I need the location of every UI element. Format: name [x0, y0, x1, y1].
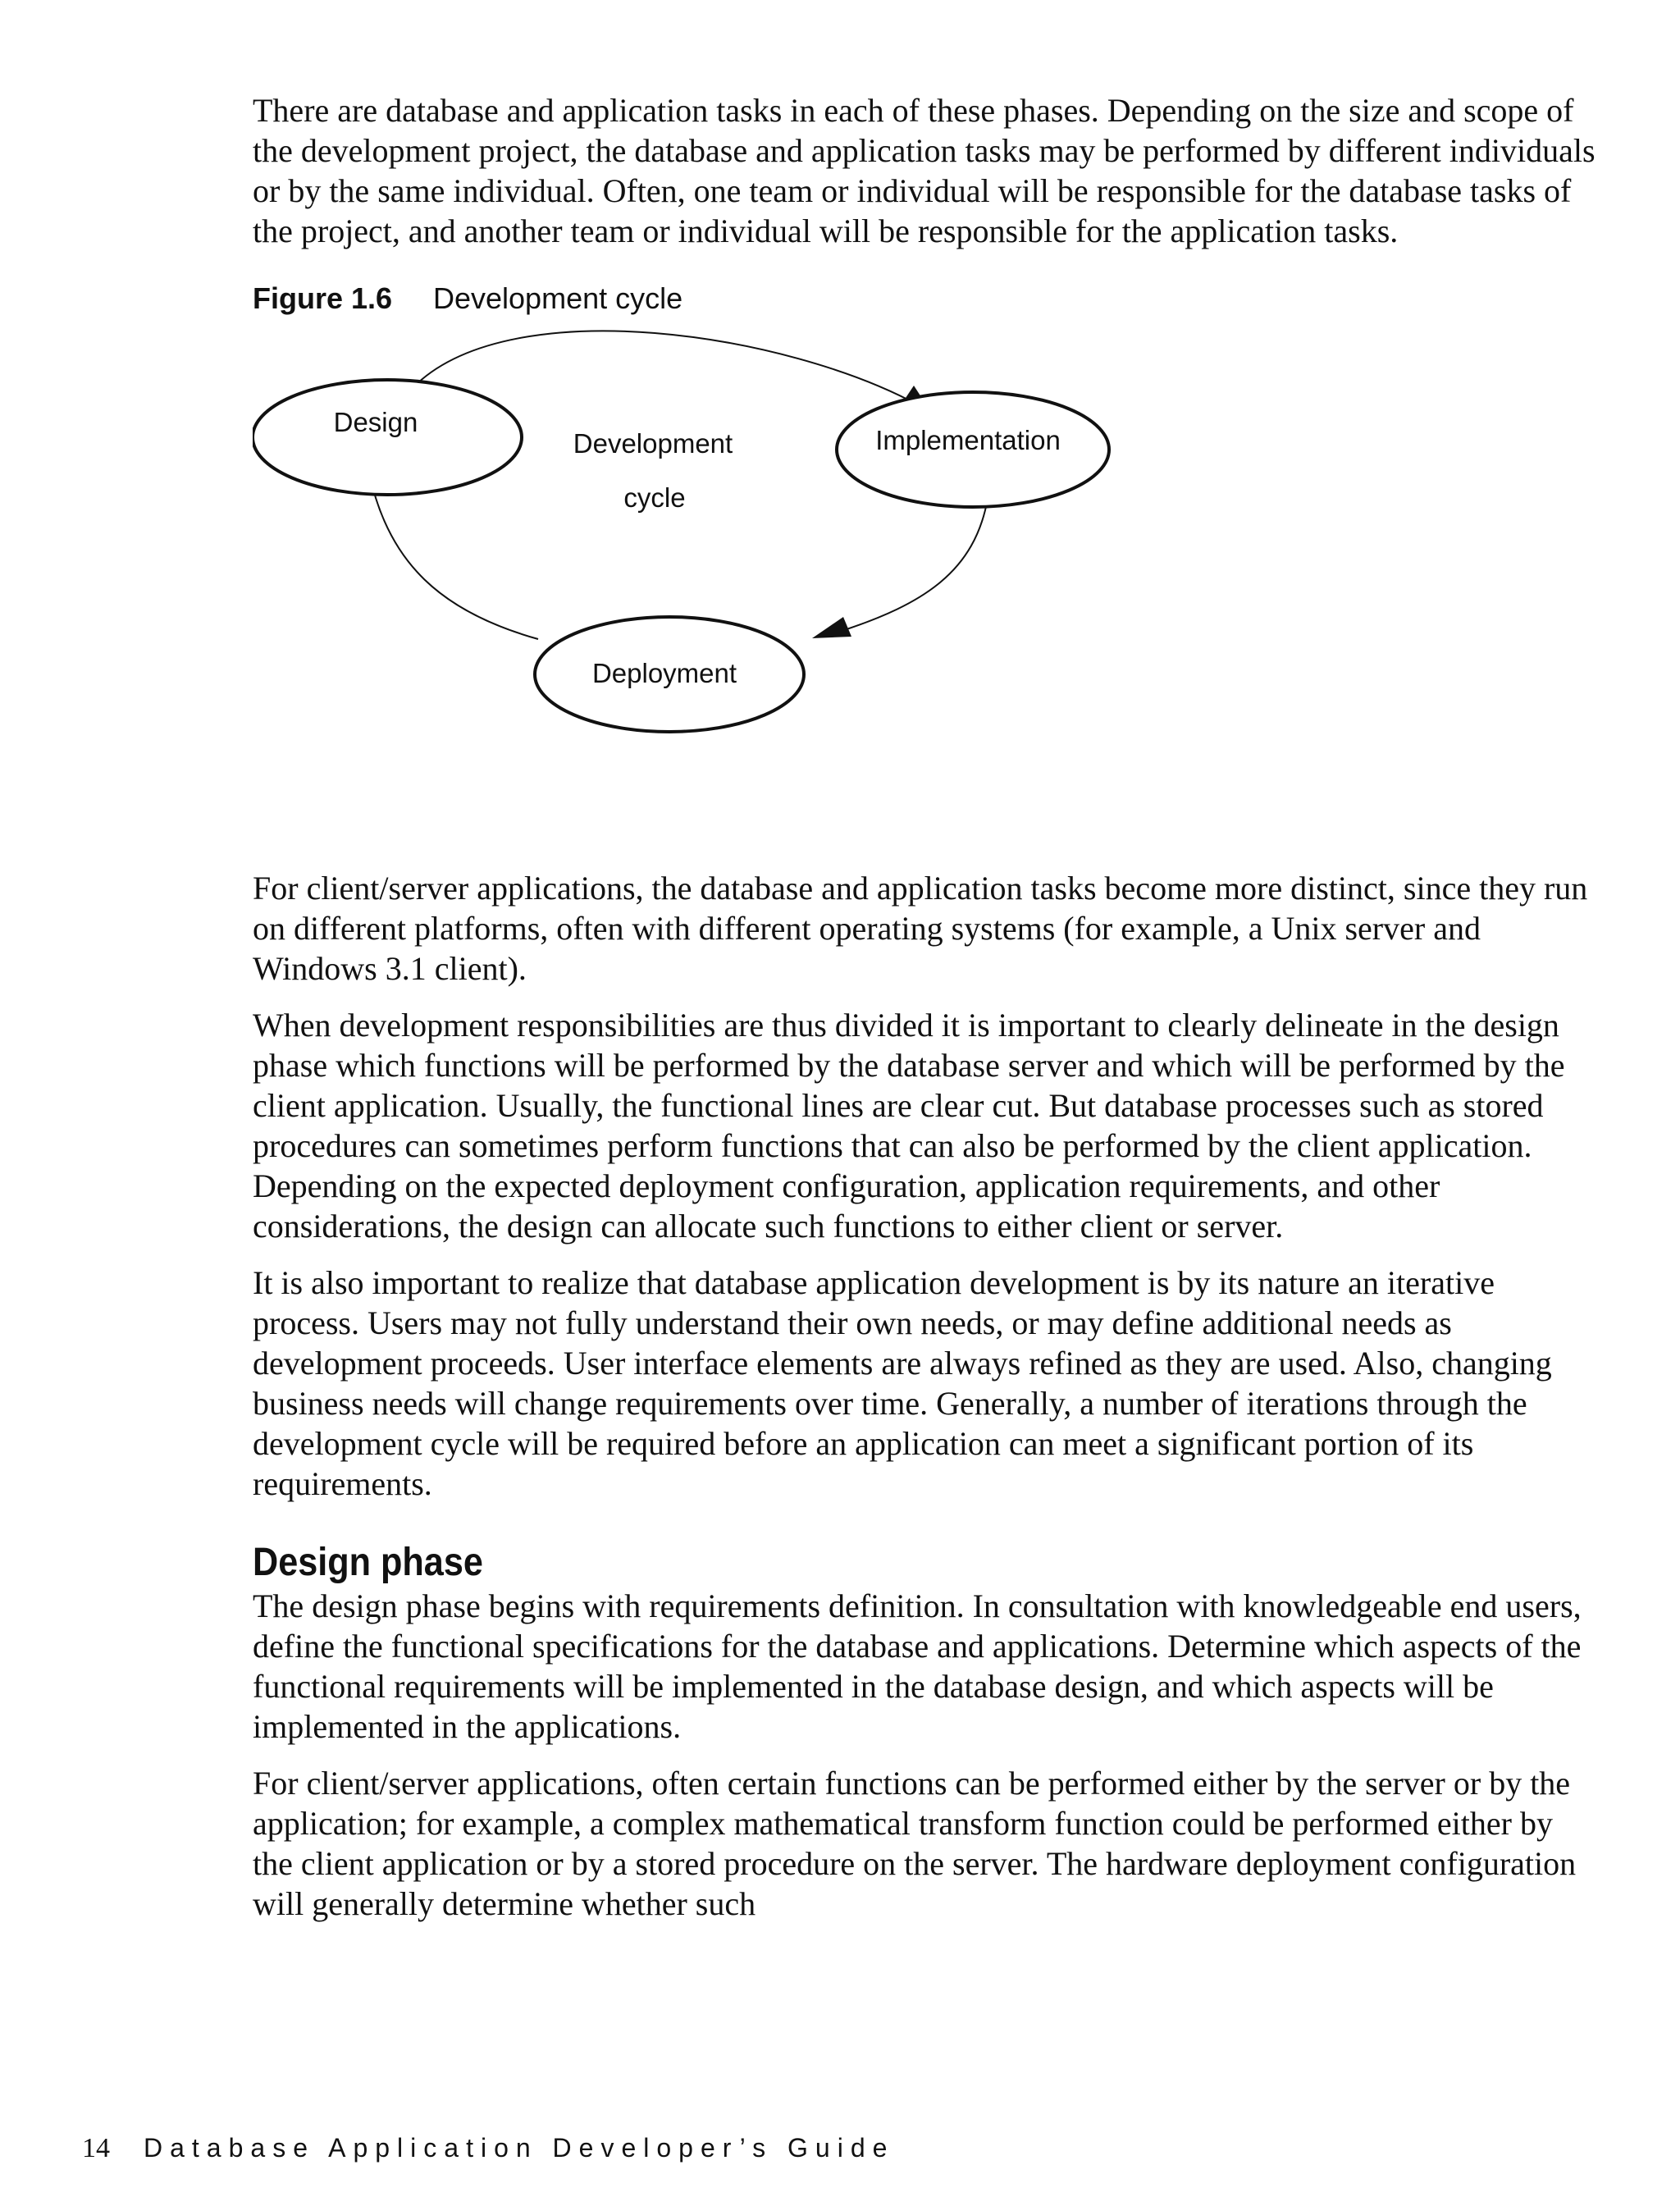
- figure-number: Figure 1.6: [253, 281, 393, 315]
- arrowhead-deployment: [812, 617, 851, 638]
- node-deployment-label: Deployment: [591, 658, 737, 688]
- page-footer: [82, 2133, 894, 2164]
- development-cycle-diagram: [253, 317, 1598, 842]
- center-label-line1: Development: [573, 428, 733, 459]
- center-label-line2: cycle: [623, 482, 686, 513]
- section-heading: Design phase: [253, 1541, 483, 1584]
- responsibilities-paragraph: When development responsibilities are thus divided it is important to clearly delineate in the design phase which functions will be performed by the database server and which will be performed by the client application. Usually, the functional lines are clear cut. But database processes such as stored procedures can sometimes perform functions that can also be performed by the client application. Depending on the expected deployment configuration, application requirements, and other considerations, the design can allocate such functions to either client or server.: [253, 1007, 1565, 1245]
- intro-paragraph: There are database and application tasks in each of these phases. Depending on the size and scope of the development project, the database and application tasks may be performed by different individuals or by the same individual. Often, one team or individual will be responsible for the database tasks of the project, and another team or individual will be responsible for the application tasks.: [253, 92, 1596, 249]
- arrow-design-to-implementation: [417, 331, 919, 405]
- iterative-paragraph: It is also important to realize that database application development is by its nature an iterative process. Users may not fully understand their own needs, or may define additional needs as development proceeds. User interface elements are always refined as they are used. Also, changing business needs will change requirements over time. Generally, a number of iterations through the development cycle will be required before an application can meet a significant portion of its requirements.: [253, 1264, 1552, 1502]
- design-phase-paragraph-1: The design phase begins with requirements definition. In consultation with knowledgeable end users, define the functional specifications for the database and applications. Determine which aspects of the functional requirements will be implemented in the database design, and which aspects will be implemented in the applications.: [253, 1587, 1582, 1745]
- design-phase-paragraph-2: For client/server applications, often certain functions can be performed either by the server or by the application; for example, a complex mathematical transform function could be performed either by the client application or by a stored procedure on the server. The hardware deployment configuration will generally determine whether such: [253, 1765, 1577, 1922]
- figure-caption: [253, 281, 1598, 317]
- arrow-implementation-to-deployment: [839, 499, 988, 632]
- figure-title: Development cycle: [433, 281, 683, 315]
- page-number: 14: [82, 2133, 110, 2163]
- page-content: [253, 90, 1598, 1940]
- node-implementation-label: Implementation: [875, 425, 1061, 455]
- node-design: [253, 380, 522, 495]
- client-server-paragraph: For client/server applications, the database and application tasks become more distinct, since they run on different platforms, often with different operating systems (for example, a Unix server and Windows 3.1 client).: [253, 870, 1588, 987]
- node-design-label: Design: [333, 407, 418, 437]
- document-title: Database Application Developer’s Guide: [144, 2133, 895, 2163]
- arrow-deployment-to-design: [369, 473, 538, 639]
